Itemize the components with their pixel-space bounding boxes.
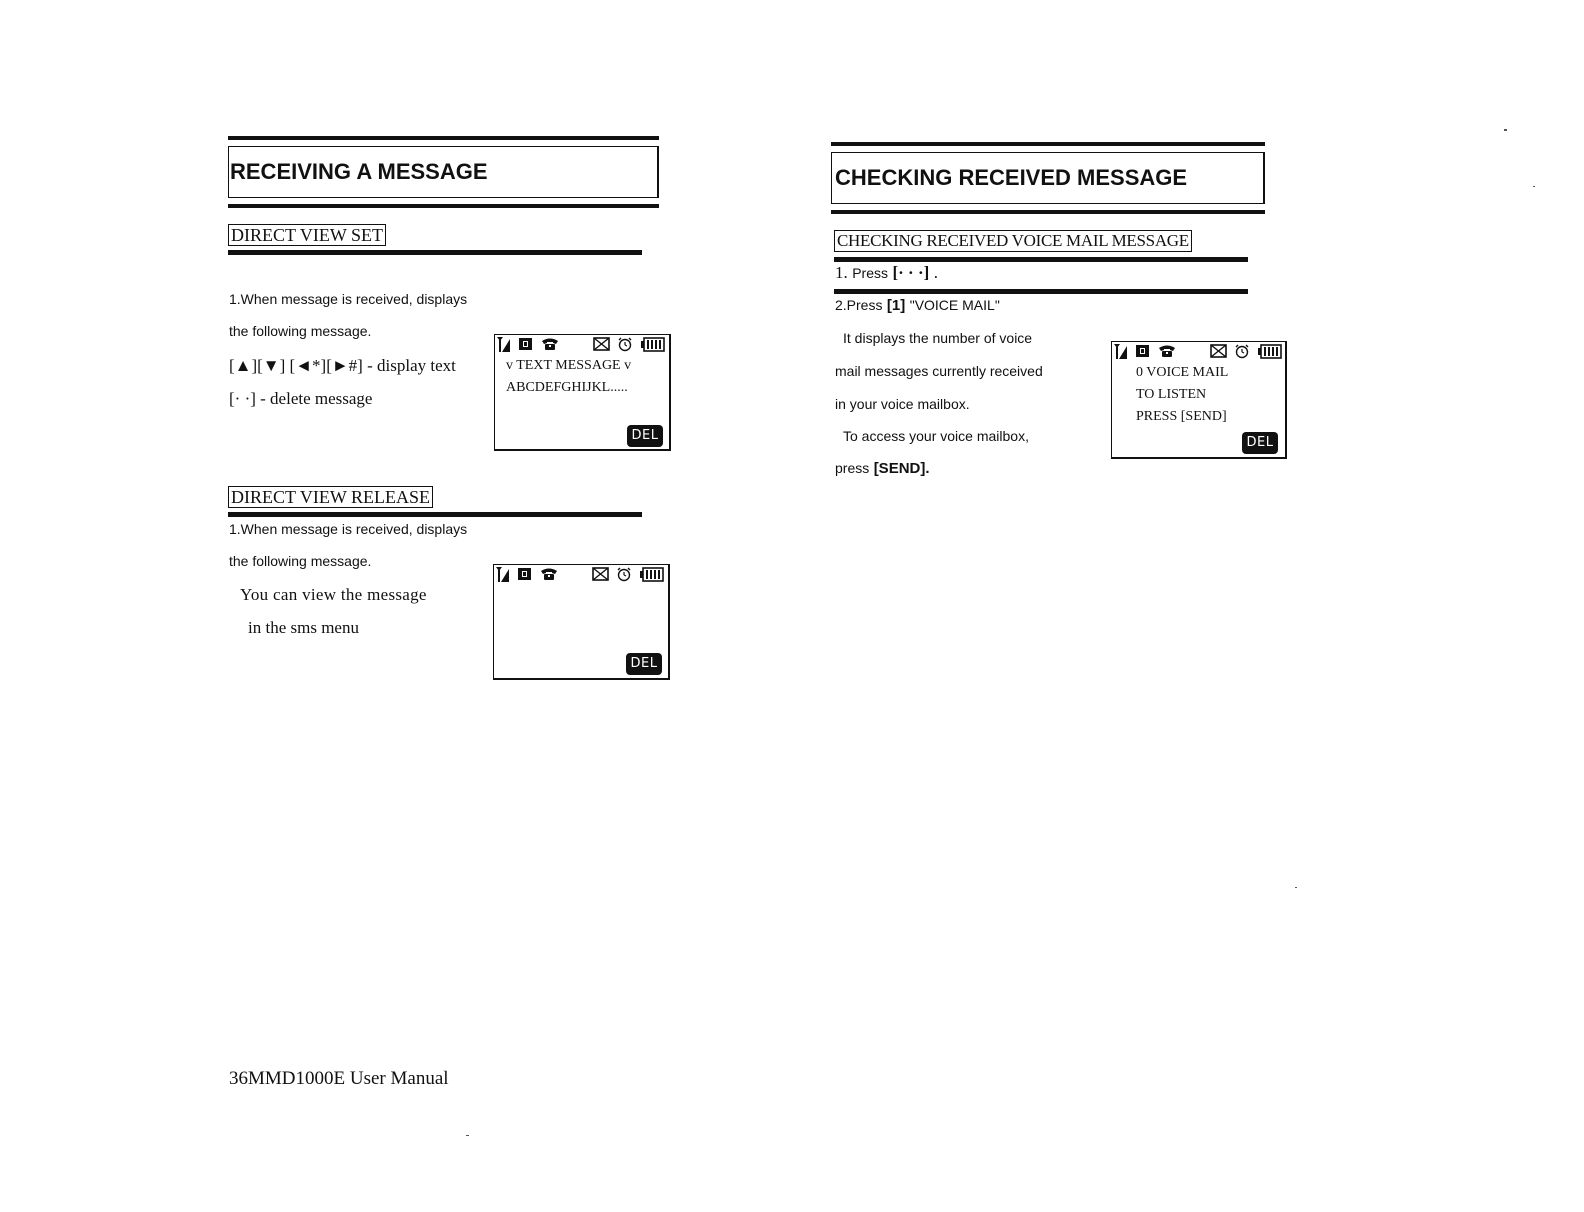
heading-rule <box>228 512 642 517</box>
battery-icon <box>1258 344 1282 359</box>
section-title: CHECKING RECEIVED MESSAGE <box>835 165 1188 190</box>
key-1: [1] <box>886 297 906 314</box>
section-title-box-checking <box>831 142 1265 214</box>
phone-icon <box>541 337 559 351</box>
phone-icon <box>1158 344 1176 358</box>
step-rule <box>834 289 1248 294</box>
heading-rule <box>228 250 642 255</box>
signal-icon <box>1114 344 1128 360</box>
signal-icon <box>497 337 511 353</box>
alarm-icon <box>617 337 633 352</box>
instruction-line: in the sms menu <box>248 618 359 637</box>
step-1 <box>835 263 938 283</box>
status-bar <box>1114 344 1281 362</box>
description-line: To access your voice mailbox, <box>843 428 1029 444</box>
battery-icon <box>640 567 664 582</box>
instruction-line: 1.When message is received, displays <box>229 521 468 537</box>
screen-line: 0 VOICE MAIL <box>1136 365 1229 380</box>
del-softkey: DEL <box>1242 432 1278 454</box>
alarm-icon <box>1234 344 1250 359</box>
description-line: mail messages currently received <box>835 363 1043 379</box>
send-key: [SEND]. <box>873 460 930 477</box>
roaming-icon <box>518 567 532 581</box>
instruction-line: the following message. <box>229 553 372 569</box>
phone-icon <box>540 567 558 581</box>
phone-screen-text-message <box>494 334 671 451</box>
del-softkey: DEL <box>626 653 662 675</box>
scan-speck <box>1295 887 1297 888</box>
signal-icon <box>496 567 510 583</box>
heading-direct-view-release: DIRECT VIEW RELEASE <box>228 486 433 508</box>
screen-line: ABCDEFGHIJKL..... <box>506 380 628 395</box>
phone-screen-blank <box>493 564 670 680</box>
heading-rule <box>834 257 1248 262</box>
phone-screen-voice-mail <box>1111 341 1287 459</box>
step-text: "VOICE MAIL" <box>909 297 1000 313</box>
instruction-line: You can view the message <box>240 585 427 604</box>
heading-direct-view-set: DIRECT VIEW SET <box>228 224 386 246</box>
key-instruction-display: [▲][▼] [◄*][►#] - display text <box>229 356 456 375</box>
step-2 <box>835 297 1000 315</box>
scan-speck <box>466 1135 469 1136</box>
envelope-icon <box>1210 344 1227 358</box>
screen-line: PRESS [SEND] <box>1136 409 1227 424</box>
description-line <box>835 460 930 478</box>
instruction-line: 1.When message is received, displays <box>229 291 468 307</box>
description-line: It displays the number of voice <box>843 330 1033 346</box>
scan-speck <box>1504 129 1507 131</box>
alarm-icon <box>616 567 632 582</box>
section-title-box-receiving <box>228 136 659 208</box>
instruction-line: the following message. <box>229 323 372 339</box>
description-line: in your voice mailbox. <box>835 396 970 412</box>
step-number: 1. <box>835 263 848 282</box>
scan-speck <box>1533 186 1535 187</box>
roaming-icon <box>519 337 533 351</box>
step-text: Press <box>852 265 888 281</box>
menu-key: [· · ·] <box>892 263 930 282</box>
key-instruction-delete: [· ·] - delete message <box>229 389 373 408</box>
envelope-icon <box>592 567 609 581</box>
battery-icon <box>641 337 665 352</box>
heading-voice-mail: CHECKING RECEIVED VOICE MAIL MESSAGE <box>834 230 1192 252</box>
envelope-icon <box>593 337 610 351</box>
section-title: RECEIVING A MESSAGE <box>230 159 488 184</box>
screen-line: v TEXT MESSAGE v <box>506 358 632 373</box>
status-bar <box>497 337 665 355</box>
screen-line: TO LISTEN <box>1136 387 1207 402</box>
del-softkey: DEL <box>627 425 663 447</box>
roaming-icon <box>1136 344 1150 358</box>
step-text: 2.Press <box>835 297 883 313</box>
footer-manual-title: 36MMD1000E User Manual <box>229 1068 449 1089</box>
description-text: press <box>835 460 870 476</box>
step-end: . <box>933 263 938 282</box>
status-bar <box>496 567 664 585</box>
